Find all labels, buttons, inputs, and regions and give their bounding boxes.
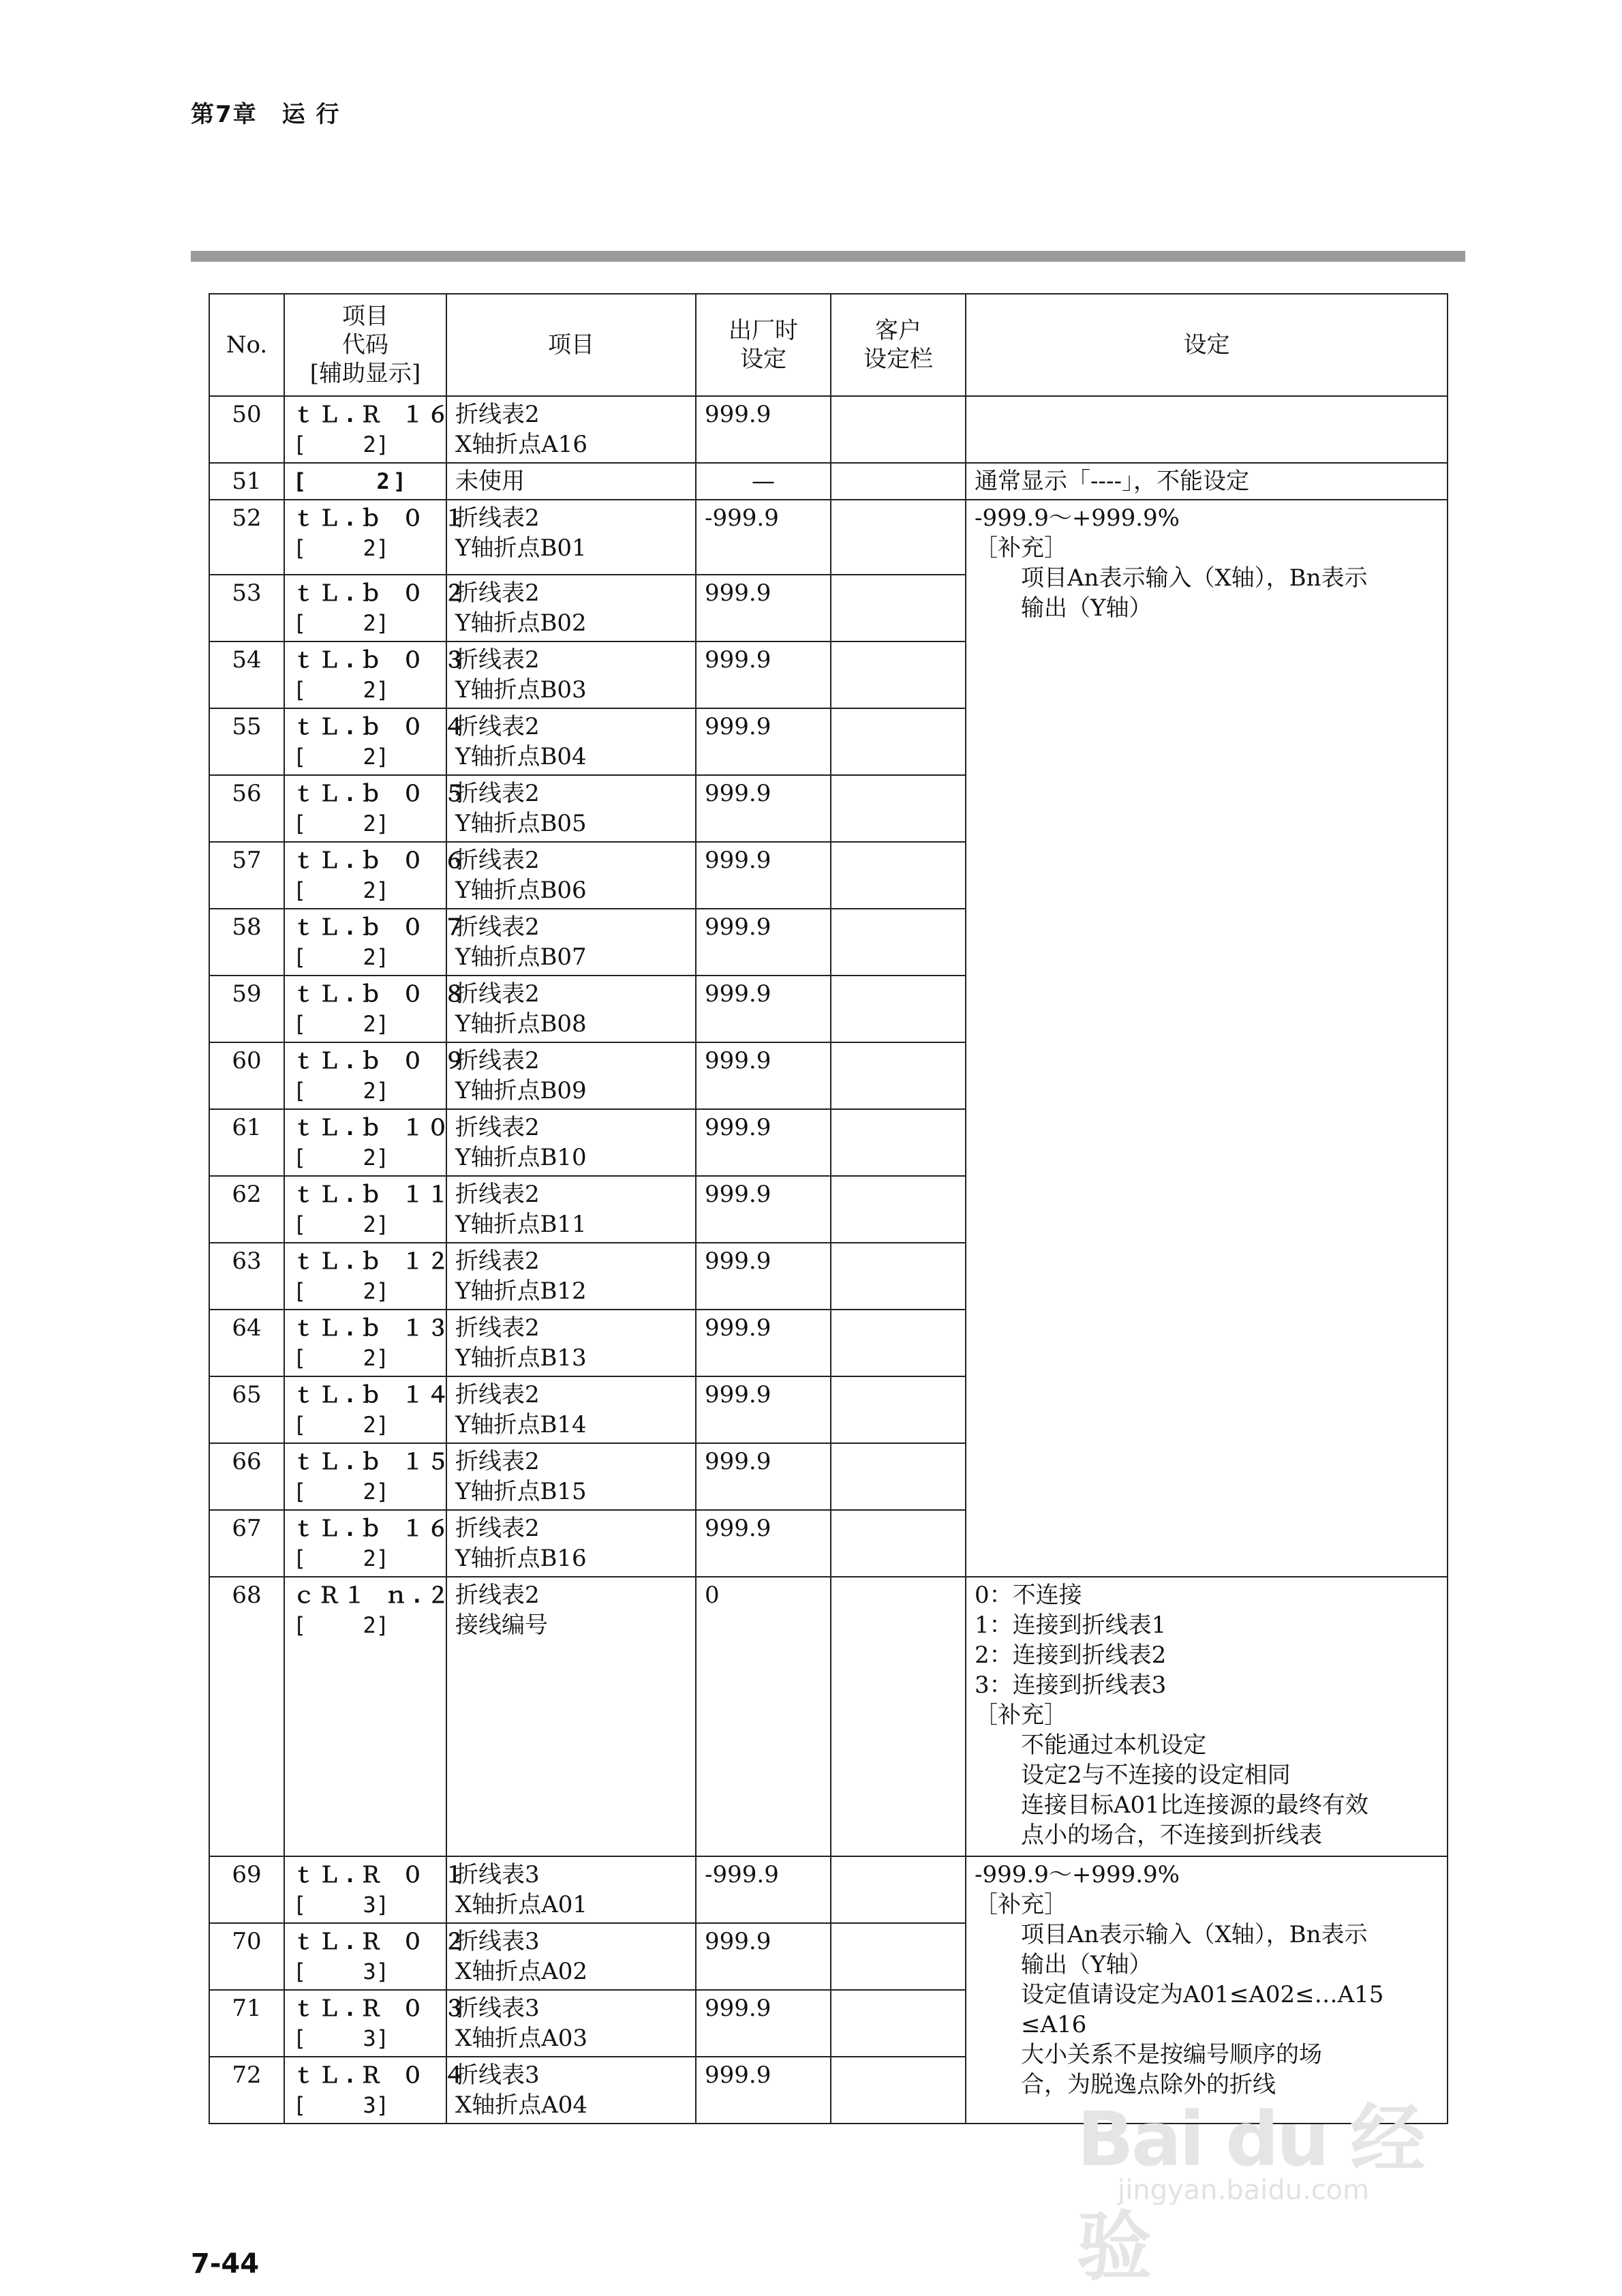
factory-value: 999.9 <box>696 1990 831 2057</box>
code-display: ｔＬ.ｂ ０ ４ <box>293 714 469 740</box>
item-code <box>284 1510 453 1577</box>
factory-value: 999.9 <box>696 909 831 976</box>
customer-setting-cell <box>831 1376 966 1443</box>
item-code <box>284 1923 469 1990</box>
item-code <box>284 1577 453 1856</box>
row-number: 68 <box>209 1577 284 1856</box>
item-name: 折线表2 Y轴折点B13 <box>446 1310 696 1376</box>
header-factory-setting: 出厂时 设定 <box>696 294 831 396</box>
item-code <box>284 708 469 775</box>
code-display: ｔＬ.ｂ ０ ６ <box>293 847 469 873</box>
code-aux-display: [ 2] <box>293 811 390 836</box>
customer-setting-cell <box>831 500 966 575</box>
customer-setting-cell <box>831 842 966 909</box>
code-aux-display: [ 2] <box>293 1145 390 1170</box>
code-aux-display: [ 2] <box>293 877 390 903</box>
customer-setting-cell <box>831 1109 966 1176</box>
item-code <box>284 1990 469 2057</box>
factory-value: 999.9 <box>696 1510 831 1577</box>
item-name: 折线表2 Y轴折点B09 <box>446 1042 696 1109</box>
code-display: ｔＬ.ｂ ０ １ <box>293 505 469 531</box>
factory-value: 999.9 <box>696 775 831 842</box>
code-display: ｔＬ.ｂ １１ <box>293 1181 453 1207</box>
row-number: 57 <box>209 842 284 909</box>
item-code <box>284 1856 469 1923</box>
item-name: 折线表2 Y轴折点B10 <box>446 1109 696 1176</box>
table-row <box>209 396 1448 463</box>
factory-value: 999.9 <box>696 1310 831 1376</box>
factory-value: 999.9 <box>696 1376 831 1443</box>
item-code <box>284 775 469 842</box>
factory-value: 999.9 <box>696 1443 831 1510</box>
row-number: 54 <box>209 641 284 708</box>
item-code <box>284 2057 469 2124</box>
header-no: No. <box>209 294 284 396</box>
code-display: ｔＬ.Ｒ １６ <box>293 402 453 427</box>
code-display: ｔＬ.ｂ １０ <box>293 1115 453 1141</box>
code-aux-display: [ 2] <box>293 1479 390 1505</box>
customer-setting-cell <box>831 775 966 842</box>
customer-setting-cell <box>831 1042 966 1109</box>
customer-setting-cell <box>831 463 966 500</box>
setting-text <box>966 396 1448 463</box>
factory-value: 999.9 <box>696 396 831 463</box>
code-aux-display: [ 2] <box>293 1345 390 1371</box>
customer-setting-cell <box>831 1510 966 1577</box>
factory-value: 999.9 <box>696 1176 831 1243</box>
row-number: 52 <box>209 500 284 575</box>
setting-text: 通常显示「----」，不能设定 <box>966 463 1448 500</box>
code-display: ｔＬ.ｂ ０ ５ <box>293 781 469 806</box>
factory-value: 999.9 <box>696 842 831 909</box>
code-display: ｔＬ.ｂ １２ <box>293 1248 453 1274</box>
factory-value: 999.9 <box>696 1243 831 1310</box>
code-display: ｔＬ.Ｒ ０ ２ <box>293 1929 469 1954</box>
row-number: 64 <box>209 1310 284 1376</box>
factory-value: 999.9 <box>696 1923 831 1990</box>
item-code <box>284 396 453 463</box>
row-number: 56 <box>209 775 284 842</box>
item-name: 折线表2 接线编号 <box>446 1577 696 1856</box>
item-code <box>284 1109 453 1176</box>
item-name: 未使用 <box>446 463 696 500</box>
row-number: 66 <box>209 1443 284 1510</box>
item-name: 折线表2 Y轴折点B06 <box>446 842 696 909</box>
chapter-header: 第7章 运 行 <box>191 101 341 128</box>
item-name: 折线表3 X轴折点A04 <box>446 2057 696 2124</box>
code-aux-display: [ 3] <box>293 2025 390 2051</box>
header-rule <box>191 251 1465 262</box>
row-number: 53 <box>209 575 284 641</box>
factory-value: 999.9 <box>696 708 831 775</box>
item-code <box>284 1443 453 1510</box>
item-name: 折线表3 X轴折点A01 <box>446 1856 696 1923</box>
code-display: ｔＬ.ｂ １６ <box>293 1515 453 1541</box>
row-number: 67 <box>209 1510 284 1577</box>
code-aux-display: [ 2] <box>293 1612 390 1638</box>
row-number: 60 <box>209 1042 284 1109</box>
setting-text: 0：不连接 1：连接到折线表1 2：连接到折线表2 3：连接到折线表3 ［补充］ 不能通过本机设定 设定2与不连接的设定相同 连接目标A01比连接源的最终有效 点小的场合，不连接到折线表 <box>966 1577 1448 1856</box>
code-aux-display: [ 2] <box>293 1278 390 1304</box>
row-number: 51 <box>209 463 284 500</box>
code-aux-display: [ 2] <box>293 1078 390 1104</box>
item-code <box>284 1310 453 1376</box>
header-code: 项目 代码 [辅助显示] <box>284 294 446 396</box>
item-code <box>284 976 469 1042</box>
code-aux-display: [ 3] <box>293 1959 390 1984</box>
item-code <box>284 575 469 641</box>
item-name: 折线表2 Y轴折点B08 <box>446 976 696 1042</box>
item-name: 折线表2 Y轴折点B03 <box>446 641 696 708</box>
code-display: ｔＬ.Ｒ ０ ３ <box>293 1995 469 2021</box>
factory-value: 999.9 <box>696 1109 831 1176</box>
code-aux-display: [ 3] <box>293 2092 390 2118</box>
item-code <box>284 500 469 575</box>
item-name: 折线表2 Y轴折点B15 <box>446 1443 696 1510</box>
row-number: 55 <box>209 708 284 775</box>
row-number: 72 <box>209 2057 284 2124</box>
customer-setting-cell <box>831 1577 966 1856</box>
table-row <box>209 463 1448 500</box>
item-code <box>284 842 469 909</box>
row-number: 65 <box>209 1376 284 1443</box>
row-number: 59 <box>209 976 284 1042</box>
code-display: ｔＬ.ｂ １５ <box>293 1449 453 1475</box>
item-code <box>284 1042 469 1109</box>
row-number: 50 <box>209 396 284 463</box>
code-display: ｔＬ.ｂ ０ ８ <box>293 981 469 1007</box>
code-display: ｔＬ.ｂ ０ ２ <box>293 580 469 606</box>
setting-text: -999.9～+999.9% ［补充］ 项目An表示输入（X轴），Bn表示 输出（Y轴） <box>966 500 1448 1577</box>
item-name: 折线表2 Y轴折点B12 <box>446 1243 696 1310</box>
code-aux-display: [ 2] <box>293 1545 390 1571</box>
customer-setting-cell <box>831 1856 966 1923</box>
row-number: 71 <box>209 1990 284 2057</box>
item-name: 折线表2 Y轴折点B05 <box>446 775 696 842</box>
factory-value: 999.9 <box>696 641 831 708</box>
parameter-table <box>209 293 1448 2124</box>
row-number: 63 <box>209 1243 284 1310</box>
table-header-row <box>209 294 1448 396</box>
item-name: 折线表2 Y轴折点B01 <box>446 500 696 575</box>
code-display: ｔＬ.ｂ ０ ７ <box>293 914 469 940</box>
code-display: ｃＲ１ ｎ.２ <box>293 1582 453 1608</box>
customer-setting-cell <box>831 1310 966 1376</box>
watermark-logo: Bai du 经验 <box>1077 2096 1423 2291</box>
row-number: 58 <box>209 909 284 976</box>
header-setting: 设定 <box>966 294 1448 396</box>
item-code <box>284 1243 453 1310</box>
factory-value: 999.9 <box>696 1042 831 1109</box>
customer-setting-cell <box>831 1990 966 2057</box>
customer-setting-cell <box>831 396 966 463</box>
code-display: ｔＬ.ｂ １３ <box>293 1315 453 1341</box>
customer-setting-cell <box>831 1176 966 1243</box>
customer-setting-cell <box>831 708 966 775</box>
customer-setting-cell <box>831 575 966 641</box>
watermark <box>1077 2079 1458 2291</box>
customer-setting-cell <box>831 1923 966 1990</box>
row-number: 70 <box>209 1923 284 1990</box>
row-number: 69 <box>209 1856 284 1923</box>
customer-setting-cell <box>831 641 966 708</box>
table-row <box>209 1856 1448 1923</box>
row-number: 61 <box>209 1109 284 1176</box>
row-number: 62 <box>209 1176 284 1243</box>
code-aux-display: [ 2] <box>293 1011 390 1037</box>
code-aux-display: [ 2] <box>293 535 390 561</box>
item-code <box>284 463 446 500</box>
table-row <box>209 500 1448 575</box>
code-display: ｔＬ.Ｒ ０ １ <box>293 1862 469 1888</box>
item-code <box>284 1176 453 1243</box>
factory-value: 999.9 <box>696 2057 831 2124</box>
header-item: 项目 <box>446 294 696 396</box>
customer-setting-cell <box>831 909 966 976</box>
customer-setting-cell <box>831 2057 966 2124</box>
item-name: 折线表2 Y轴折点B14 <box>446 1376 696 1443</box>
item-name: 折线表3 X轴折点A03 <box>446 1990 696 2057</box>
item-name: 折线表2 Y轴折点B11 <box>446 1176 696 1243</box>
item-name: 折线表2 X轴折点A16 <box>446 396 696 463</box>
page-number: 7-44 <box>191 2248 260 2280</box>
item-name: 折线表3 X轴折点A02 <box>446 1923 696 1990</box>
code-aux-display: [ 2] <box>293 677 390 703</box>
code-display: ｔＬ.Ｒ ０ ４ <box>293 2062 469 2088</box>
item-code <box>284 909 469 976</box>
factory-value: -999.9 <box>696 500 831 575</box>
code-display: [ 2] <box>293 468 410 494</box>
code-aux-display: [ 2] <box>293 610 390 636</box>
item-name: 折线表2 Y轴折点B04 <box>446 708 696 775</box>
item-name: 折线表2 Y轴折点B16 <box>446 1510 696 1577</box>
code-aux-display: [ 3] <box>293 1892 390 1918</box>
code-display: ｔＬ.ｂ ０ ３ <box>293 647 469 673</box>
code-display: ｔＬ.ｂ １４ <box>293 1382 453 1408</box>
code-aux-display: [ 2] <box>293 744 390 770</box>
factory-value: 999.9 <box>696 575 831 641</box>
table-row <box>209 1577 1448 1856</box>
code-aux-display: [ 2] <box>293 1412 390 1438</box>
code-aux-display: [ 2] <box>293 432 390 457</box>
code-display: ｔＬ.ｂ ０ ９ <box>293 1048 469 1074</box>
factory-value: 999.9 <box>696 976 831 1042</box>
code-aux-display: [ 2] <box>293 1211 390 1237</box>
code-aux-display: [ 2] <box>293 944 390 970</box>
item-code <box>284 1376 453 1443</box>
watermark-url: jingyan.baidu.com <box>1118 2175 1370 2206</box>
factory-value: -999.9 <box>696 1856 831 1923</box>
factory-value: — <box>696 463 831 500</box>
header-customer-setting: 客户 设定栏 <box>831 294 966 396</box>
setting-text: -999.9～+999.9% ［补充］ 项目An表示输入（X轴），Bn表示 输出（Y轴） 设定值请设定为A01≤A02≤…A15 ≤A16 大小关系不是按编号顺序的场 合，为脱逸点除外的折线 <box>966 1856 1448 2124</box>
customer-setting-cell <box>831 976 966 1042</box>
item-name: 折线表2 Y轴折点B07 <box>446 909 696 976</box>
item-code <box>284 641 469 708</box>
factory-value: 0 <box>696 1577 831 1856</box>
item-name: 折线表2 Y轴折点B02 <box>446 575 696 641</box>
customer-setting-cell <box>831 1243 966 1310</box>
customer-setting-cell <box>831 1443 966 1510</box>
